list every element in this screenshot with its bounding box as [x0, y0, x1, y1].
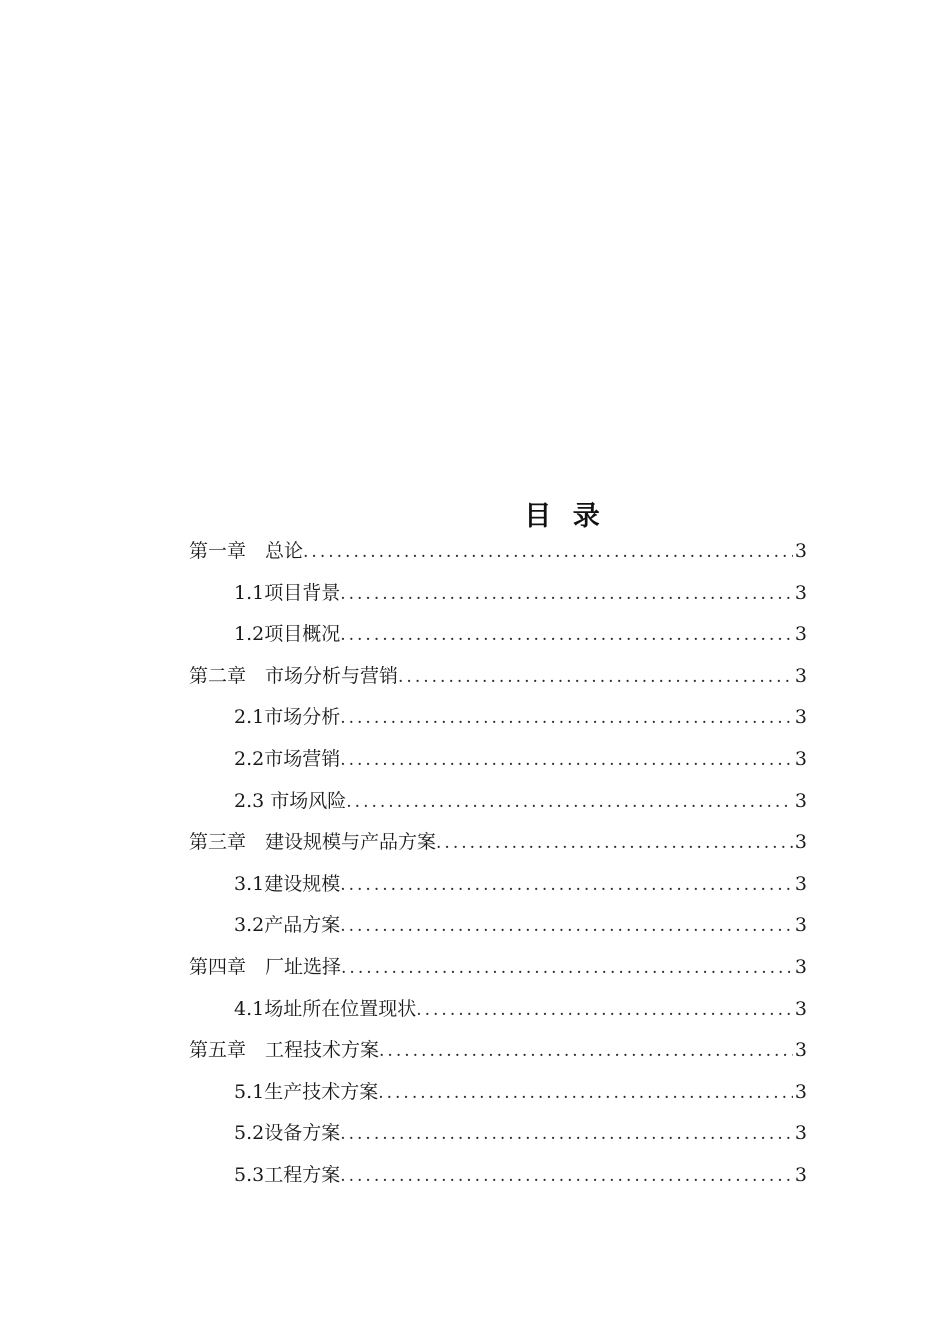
toc-entry-text: 3.2产品方案 — [234, 914, 341, 937]
dot-leader — [303, 532, 793, 574]
toc-entry-text: 5.2设备方案 — [234, 1122, 341, 1145]
table-of-contents — [189, 531, 807, 1197]
dot-leader — [340, 574, 793, 616]
toc-entry-page: 3 — [794, 872, 807, 895]
toc-entry-section-2-2[interactable] — [189, 739, 807, 781]
dot-leader — [378, 1073, 793, 1115]
toc-entry-text: 第三章 建设规模与产品方案 — [189, 831, 437, 854]
toc-entry-section-3-1[interactable] — [189, 864, 807, 906]
toc-entry-text: 1.2项目概况 — [234, 623, 341, 646]
toc-entry-section-2-1[interactable] — [189, 697, 807, 739]
toc-entry-page: 3 — [794, 1122, 807, 1145]
toc-entry-section-5-2[interactable] — [189, 1113, 807, 1155]
toc-entry-text: 3.1建设规模 — [234, 872, 341, 895]
toc-entry-section-1-2[interactable] — [189, 614, 807, 656]
toc-entry-section-3-2[interactable] — [189, 905, 807, 947]
toc-entry-page: 3 — [794, 1163, 807, 1186]
dot-leader — [340, 1156, 793, 1198]
toc-entry-chapter-1[interactable] — [189, 531, 807, 573]
toc-entry-page: 3 — [794, 664, 807, 687]
dot-leader — [340, 740, 793, 782]
toc-entry-text: 第五章 工程技术方案 — [189, 1039, 380, 1062]
dot-leader — [340, 615, 793, 657]
dot-leader — [341, 948, 793, 990]
toc-title: 目 录 — [524, 501, 606, 532]
toc-entry-section-5-1[interactable] — [189, 1072, 807, 1114]
toc-entry-text: 第一章 总论 — [189, 540, 304, 562]
dot-leader — [340, 698, 793, 740]
toc-entry-text: 5.3工程方案 — [234, 1163, 341, 1186]
toc-entry-page: 3 — [794, 955, 807, 978]
toc-entry-page: 3 — [794, 581, 807, 604]
toc-entry-page: 3 — [794, 914, 807, 937]
toc-entry-text: 2.2市场营销 — [234, 747, 341, 770]
toc-entry-page: 3 — [794, 1080, 807, 1103]
toc-entry-section-5-3[interactable] — [189, 1155, 807, 1197]
toc-entry-page: 3 — [794, 623, 807, 646]
toc-entry-chapter-4[interactable] — [189, 947, 807, 989]
toc-entry-chapter-2[interactable] — [189, 656, 807, 698]
toc-entry-page: 3 — [794, 747, 807, 770]
toc-entry-text: 5.1生产技术方案 — [234, 1080, 379, 1103]
dot-leader — [398, 657, 793, 699]
toc-entry-page: 3 — [794, 706, 807, 729]
dot-leader — [416, 990, 793, 1032]
toc-entry-page: 3 — [794, 789, 807, 812]
dot-leader — [346, 782, 793, 824]
toc-entry-page: 3 — [794, 1039, 807, 1062]
dot-leader — [379, 1031, 793, 1073]
toc-entry-section-2-3[interactable] — [189, 781, 807, 823]
toc-entry-page: 3 — [794, 540, 807, 562]
toc-entry-text: 第四章 厂址选择 — [189, 955, 342, 978]
toc-entry-text: 1.1项目背景 — [234, 581, 341, 604]
toc-entry-chapter-3[interactable] — [189, 822, 807, 864]
toc-entry-text: 4.1场址所在位置现状 — [234, 997, 417, 1020]
dot-leader — [436, 823, 793, 865]
toc-entry-text: 2.1市场分析 — [234, 706, 341, 729]
toc-entry-page: 3 — [794, 997, 807, 1020]
toc-entry-section-4-1[interactable] — [189, 989, 807, 1031]
toc-entry-section-1-1[interactable] — [189, 573, 807, 615]
dot-leader — [340, 906, 793, 948]
toc-entry-chapter-5[interactable] — [189, 1030, 807, 1072]
toc-entry-page: 3 — [794, 831, 807, 854]
dot-leader — [340, 865, 793, 907]
toc-entry-text: 2.3 市场风险 — [234, 789, 347, 812]
dot-leader — [340, 1114, 793, 1156]
toc-entry-text: 第二章 市场分析与营销 — [189, 664, 399, 687]
